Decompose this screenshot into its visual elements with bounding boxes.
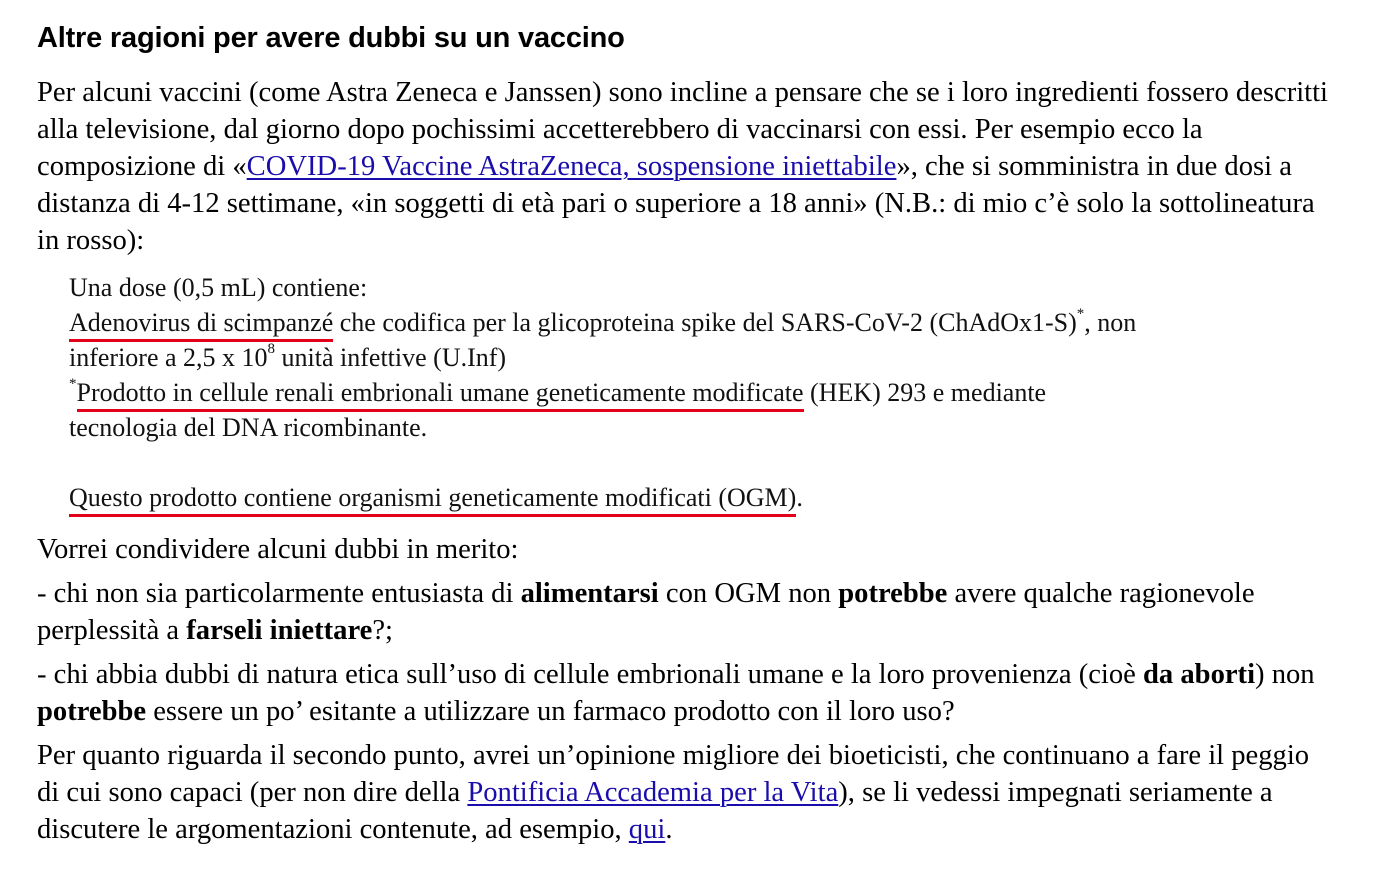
excerpt-line: tecnologia del DNA ricombinante. bbox=[69, 413, 428, 442]
leaflet-excerpt bbox=[69, 270, 1319, 515]
bullet-etica-paragraph bbox=[37, 656, 1337, 730]
red-underlined-adenovirus: Adenovirus di scimpanzé bbox=[69, 308, 333, 342]
pontificia-accademia-link[interactable]: Pontificia Accademia per la Vita bbox=[467, 777, 839, 808]
excerpt-text: unità infettive (U.Inf) bbox=[275, 343, 507, 372]
excerpt-line bbox=[69, 480, 1319, 515]
bold-text: da aborti bbox=[1143, 659, 1256, 690]
qui-link[interactable]: qui bbox=[628, 814, 666, 845]
excerpt-text: (HEK) 293 e mediante bbox=[803, 378, 1047, 407]
closing-paragraph bbox=[37, 737, 1337, 848]
closing-text: ), se li vedessi impegnati seriamente a discutere le argomentazioni contenute, ad esempio, bbox=[37, 777, 1273, 845]
excerpt-line bbox=[69, 375, 1319, 410]
bullet-text: - chi non sia particolarmente entusiasta di bbox=[37, 578, 521, 609]
bold-text: alimentarsi bbox=[520, 578, 659, 609]
excerpt-text: . bbox=[796, 483, 803, 512]
dubbi-paragraph: Vorrei condividere alcuni dubbi in merito: bbox=[37, 534, 519, 565]
bold-text: farseli iniettare bbox=[186, 615, 373, 646]
bullet-text: ) non bbox=[1255, 659, 1315, 690]
bold-text: potrebbe bbox=[838, 578, 948, 609]
excerpt-text: inferiore a 2,5 x 10 bbox=[69, 343, 268, 372]
bullet-text: ?; bbox=[372, 615, 393, 646]
bullet-text: essere un po’ esitante a utilizzare un farmaco prodotto con il loro uso? bbox=[146, 696, 955, 727]
bullet-ogm-paragraph bbox=[37, 575, 1337, 649]
red-underlined-hek-cells: Prodotto in cellule renali embrionali umane geneticamente modificate bbox=[77, 378, 804, 412]
asterisk-footnote-mark: * bbox=[1076, 306, 1085, 323]
closing-text: . bbox=[665, 814, 673, 845]
closing-text: Per quanto riguarda il secondo punto, avrei un’opinione migliore dei bioeticisti, che continuano a fare il peggio di cui sono capaci (per non dire della bbox=[37, 740, 1310, 808]
bullet-text: con OGM non bbox=[658, 578, 839, 609]
excerpt-line: Una dose (0,5 mL) contiene: bbox=[69, 273, 368, 302]
section-heading: Altre ragioni per avere dubbi su un vaccino bbox=[37, 22, 625, 54]
excerpt-text: , non bbox=[1084, 308, 1137, 337]
excerpt-blank-line bbox=[69, 445, 1319, 480]
excerpt-line bbox=[69, 305, 1319, 340]
excerpt-line bbox=[69, 340, 1319, 375]
bullet-text: - chi abbia dubbi di natura etica sull’uso di cellule embrionali umane e la loro provenienza (cioè bbox=[37, 659, 1144, 690]
intro-text-2: », che si somministra in due dosi a distanza di 4-12 settimane, «in soggetti di età pari o superiore a 18 anni» (N.B.: di mio c’è solo la sottolineatura in rosso): bbox=[37, 151, 1315, 256]
bold-text: potrebbe bbox=[37, 696, 147, 727]
astrazeneca-leaflet-link[interactable]: COVID-19 Vaccine AstraZeneca, sospensione iniettabile bbox=[246, 151, 897, 182]
intro-text-1: Per alcuni vaccini (come Astra Zeneca e Janssen) sono incline a pensare che se i loro ingredienti fossero descritti alla televisione, dal giorno dopo pochissimi accetterebbero di vaccinarsi con essi. Per esempio ecco la composizione di « bbox=[37, 77, 1329, 182]
asterisk-footnote-mark: * bbox=[69, 376, 77, 393]
intro-paragraph bbox=[37, 74, 1337, 259]
bullet-text: avere qualche ragionevole perplessità a bbox=[37, 578, 1255, 646]
exponent: 8 bbox=[267, 341, 276, 358]
excerpt-text: che codifica per la glicoproteina spike del SARS-CoV-2 (ChAdOx1-S) bbox=[333, 308, 1077, 337]
red-underlined-ogm: Questo prodotto contiene organismi geneticamente modificati (OGM) bbox=[69, 483, 796, 517]
